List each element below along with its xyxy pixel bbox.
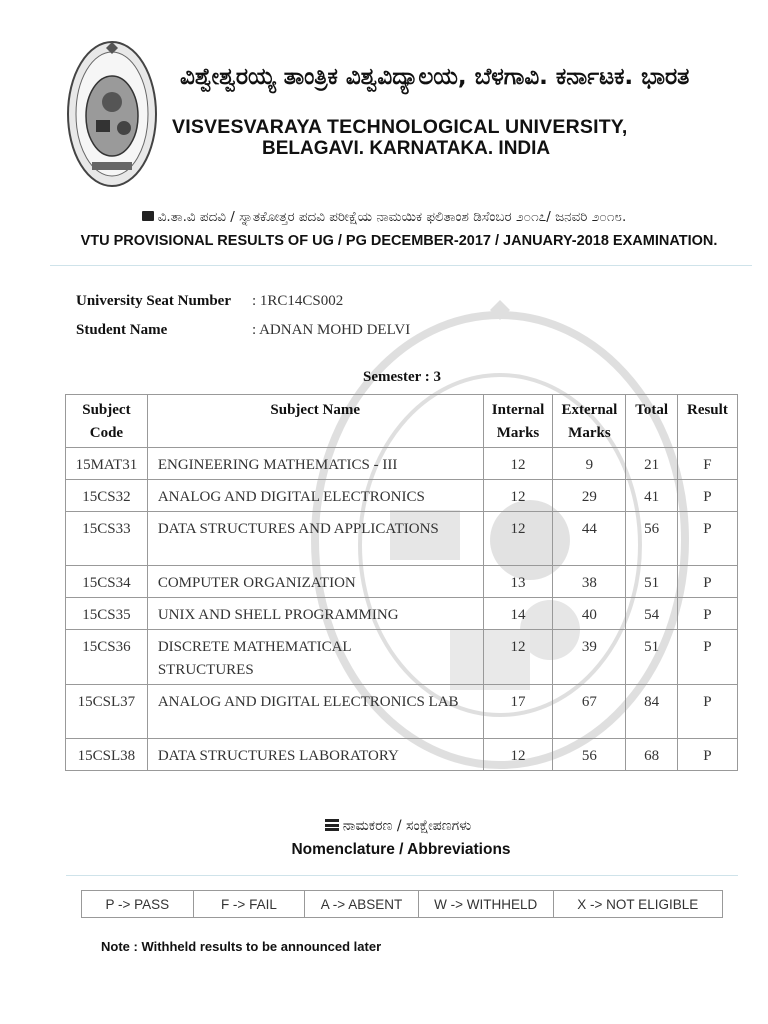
- table-row: [66, 685, 738, 739]
- student-name-value: : ADNAN MOHD DELVI: [252, 322, 411, 338]
- result-status: P: [677, 630, 737, 685]
- table-row: [66, 739, 738, 771]
- exam-subtitle-kannada: ವಿ.ತಾ.ವಿ ಪದವಿ / ಸ್ನಾತಕೋತ್ತರ ಪದವಿ ಪರೀಕ್ಷೆಯ ನಾಮಯಿಕ ಫಲಿತಾಂಶ ಡಿಸೆಂಬರ ೨೦೧೭/ ಜನವರಿ ೨೦೧೮.: [0, 209, 768, 225]
- result-status: P: [677, 685, 737, 739]
- header-subject-name: Subject Name: [147, 395, 483, 448]
- external-marks: 56: [553, 739, 626, 771]
- nomenclature-divider: [66, 875, 738, 876]
- subject-code: 15CS32: [66, 480, 148, 512]
- external-marks: 40: [553, 598, 626, 630]
- header-external-marks: External Marks: [553, 395, 626, 448]
- usn-value: : 1RC14CS002: [252, 293, 344, 309]
- abbr-not-eligible: X -> NOT ELIGIBLE: [553, 891, 722, 918]
- abbr-fail: F -> FAIL: [193, 891, 305, 918]
- table-row: [66, 448, 738, 480]
- external-marks: 38: [553, 566, 626, 598]
- university-location: BELAGAVI. KARNATAKA. INDIA: [262, 138, 551, 159]
- result-status: P: [677, 512, 737, 566]
- internal-marks: 12: [483, 512, 553, 566]
- subject-name: DATA STRUCTURES LABORATORY: [147, 739, 483, 771]
- page-header: [0, 0, 768, 200]
- withheld-note: Note : Withheld results to be announced later: [101, 939, 382, 954]
- subject-name: ANALOG AND DIGITAL ELECTRONICS: [147, 480, 483, 512]
- result-status: P: [677, 739, 737, 771]
- total-marks: 54: [626, 598, 677, 630]
- internal-marks: 12: [483, 630, 553, 685]
- subject-name: UNIX AND SHELL PROGRAMMING: [147, 598, 483, 630]
- results-header-row: [66, 395, 738, 448]
- total-marks: 84: [626, 685, 677, 739]
- subject-code: 15CSL38: [66, 739, 148, 771]
- result-status: F: [677, 448, 737, 480]
- nomenclature-title-english: Nomenclature / Abbreviations: [291, 841, 511, 858]
- internal-marks: 17: [483, 685, 553, 739]
- subject-name: DATA STRUCTURES AND APPLICATIONS: [147, 512, 483, 566]
- abbr-pass: P -> PASS: [82, 891, 194, 918]
- internal-marks: 12: [483, 480, 553, 512]
- external-marks: 44: [553, 512, 626, 566]
- subject-code: 15CS35: [66, 598, 148, 630]
- table-row: [66, 480, 738, 512]
- external-marks: 9: [553, 448, 626, 480]
- table-row: [66, 566, 738, 598]
- result-status: P: [677, 480, 737, 512]
- semester-label: Semester : 3: [362, 369, 442, 385]
- internal-marks: 12: [483, 739, 553, 771]
- exam-subtitle-english: VTU PROVISIONAL RESULTS OF UG / PG DECEMBER-2017 / JANUARY-2018 EXAMINATION.: [80, 233, 718, 249]
- abbreviations-table: [81, 890, 723, 918]
- header-subject-code: Subject Code: [66, 395, 148, 448]
- subject-code: 15CS36: [66, 630, 148, 685]
- header-total: Total: [626, 395, 677, 448]
- header-result: Result: [677, 395, 737, 448]
- table-row: [66, 598, 738, 630]
- table-row: [66, 630, 738, 685]
- subject-code: 15CS34: [66, 566, 148, 598]
- external-marks: 29: [553, 480, 626, 512]
- university-title-kannada: ವಿಶ್ವೇಶ್ವರಯ್ಯ ತಾಂತ್ರಿಕ ವಿಶ್ವವಿದ್ಯಾಲಯ, ಬೆಳಗಾವಿ. ಕರ್ನಾಟಕ. ಭಾರತ: [180, 64, 690, 90]
- subject-name: ENGINEERING MATHEMATICS - III: [147, 448, 483, 480]
- header-divider: [50, 265, 752, 266]
- usn-label: University Seat Number: [76, 293, 231, 309]
- result-status: P: [677, 598, 737, 630]
- abbr-withheld: W -> WITHHELD: [418, 891, 553, 918]
- internal-marks: 12: [483, 448, 553, 480]
- abbr-absent: A -> ABSENT: [305, 891, 419, 918]
- external-marks: 67: [553, 685, 626, 739]
- total-marks: 41: [626, 480, 677, 512]
- university-title-english: VISVESVARAYA TECHNOLOGICAL UNIVERSITY,: [172, 116, 628, 138]
- table-row: [66, 512, 738, 566]
- subject-name: ANALOG AND DIGITAL ELECTRONICS LAB: [147, 685, 483, 739]
- list-icon: [325, 819, 339, 831]
- subject-name: COMPUTER ORGANIZATION: [147, 566, 483, 598]
- external-marks: 39: [553, 630, 626, 685]
- total-marks: 51: [626, 566, 677, 598]
- subject-code: 15CSL37: [66, 685, 148, 739]
- subject-name: DISCRETE MATHEMATICAL STRUCTURES: [147, 630, 483, 685]
- book-icon: [142, 211, 154, 221]
- total-marks: 68: [626, 739, 677, 771]
- student-name-label: Student Name: [76, 322, 168, 338]
- results-table: [65, 394, 738, 771]
- header-internal-marks: Internal Marks: [483, 395, 553, 448]
- internal-marks: 14: [483, 598, 553, 630]
- university-seal-icon: [66, 40, 158, 188]
- total-marks: 56: [626, 512, 677, 566]
- nomenclature-title-kannada: ನಾಮಕರಣ / ಸಂಕ್ಷೇಪಣಗಳು: [0, 818, 768, 834]
- result-status: P: [677, 566, 737, 598]
- subject-code: 15MAT31: [66, 448, 148, 480]
- total-marks: 21: [626, 448, 677, 480]
- internal-marks: 13: [483, 566, 553, 598]
- total-marks: 51: [626, 630, 677, 685]
- abbreviations-row: [82, 891, 723, 918]
- subject-code: 15CS33: [66, 512, 148, 566]
